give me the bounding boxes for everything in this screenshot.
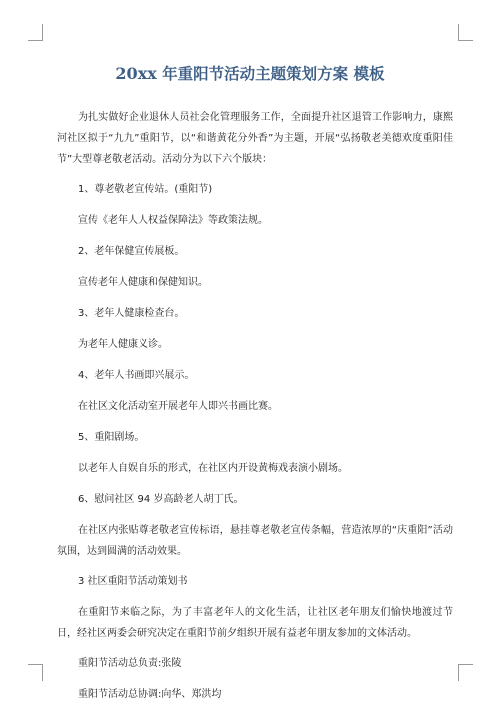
list-item: 3、老年人健康检查台。 bbox=[78, 308, 185, 319]
coordinator-line: 重阳节活动总协调:向华、郑洪均 bbox=[78, 689, 222, 700]
list-item: 在社区文化活动室开展老年人即兴书画比赛。 bbox=[78, 401, 278, 412]
list-item: 2、老年保健宣传展板。 bbox=[78, 246, 185, 257]
section-heading: 3 社区重阳节活动策划书 bbox=[78, 576, 188, 587]
festival-paragraph: 在重阳节来临之际，为了丰富老年人的文化生活，让社区老年朋友们愉快地渡过节日，经社区两委会研究决定在重阳节前夕组织开展有益老年朋友参加的文体活动。 bbox=[57, 607, 453, 639]
document-body bbox=[57, 107, 453, 715]
title-year: 20xx bbox=[115, 64, 157, 83]
intro-paragraph: 为扎实做好企业退休人员社会化管理服务工作，全面提升社区退管工作影响力，康熙河社区拟于“九九”重阳节，以“和谐黄花分外香”为主题，开展“弘扬敬老美德欢度重阳佳节”大型尊老敬老活动。活动分为以下六个版块： bbox=[57, 112, 453, 165]
list-item: 1、尊老敬老宣传站。(重阳节) bbox=[78, 184, 213, 195]
crop-mark-bottom-left bbox=[28, 664, 43, 681]
list-item: 5、重阳剧场。 bbox=[78, 432, 145, 443]
crop-mark-bottom-right bbox=[458, 664, 473, 681]
list-item: 宣传《老年人人权益保障法》等政策法规。 bbox=[78, 215, 268, 226]
crop-mark-top-right bbox=[458, 24, 473, 41]
list-item: 为老年人健康义诊。 bbox=[78, 339, 168, 350]
list-item: 6、慰问社区 94 岁高龄老人胡丁氏。 bbox=[78, 494, 244, 505]
lead-line: 重阳节活动总负责:张陵 bbox=[78, 658, 182, 669]
list-item: 4、老年人书画即兴展示。 bbox=[78, 370, 195, 381]
list-item: 宣传老年人健康和保健知识。 bbox=[78, 277, 208, 288]
title-text: 年重阳节活动主题策划方案 模板 bbox=[156, 65, 385, 83]
list-item: 以老年人自娱自乐的形式，在社区内开设黄梅戏表演小剧场。 bbox=[78, 463, 348, 474]
banner-paragraph: 在社区内张贴尊老敬老宣传标语，悬挂尊老敬老宣传条幅，营造浓厚的“庆重阳”活动氛围，达到圆满的活动效果。 bbox=[57, 525, 453, 557]
crop-mark-top-left bbox=[28, 24, 43, 41]
document-title bbox=[0, 62, 500, 84]
